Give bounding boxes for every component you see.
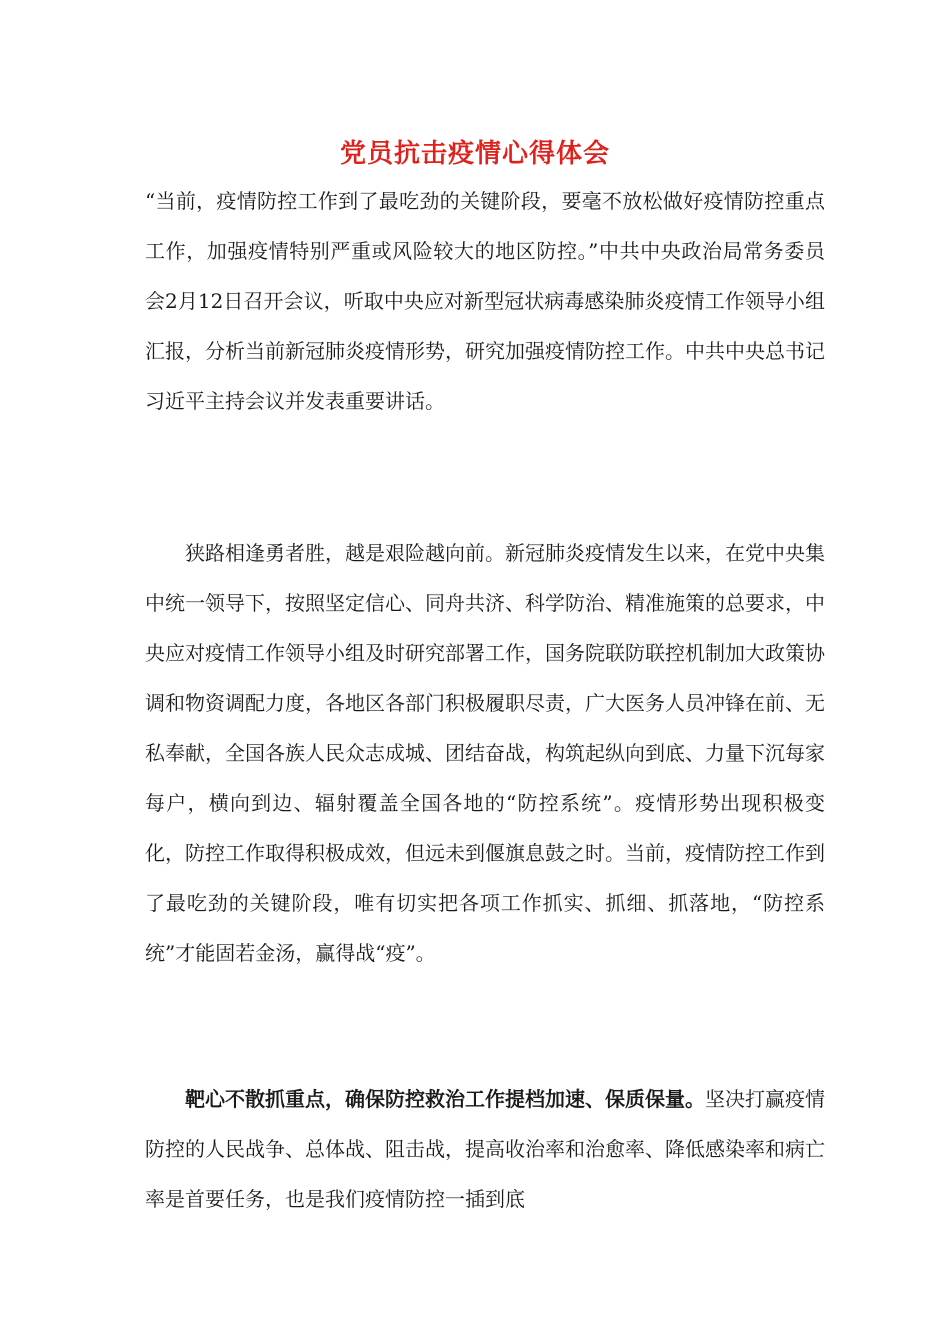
document-title: 党员抗击疫情心得体会	[339, 139, 610, 169]
paragraph-1: “当前，疫情防控工作到了最吃劲的关键阶段，要毫不放松做好疫情防控重点工作，加强疫情特别严重或风险较大的地区防控。”中共中央政治局常务委员会2月12日召开会议，听取中央应对新型冠状病毒感染肺炎疫情工作领导小组汇报，分析当前新冠肺炎疫情形势，研究加强疫情防控工作。中共中央总书记习近平主持会议并发表重要讲话。	[145, 189, 825, 413]
paragraph-3-bold-lead: 靶心不散抓重点，确保防控救治工作提档加速、保质保量。	[185, 1087, 705, 1111]
paragraph-2: 狭路相逢勇者胜，越是艰险越向前。新冠肺炎疫情发生以来，在党中央集中统一领导下，按照坚定信心、同舟共济、科学防治、精准施策的总要求，中央应对疫情工作领导小组及时研究部署工作，国务院联防联控机制加大政策协调和物资调配力度，各地区各部门积极履职尽责，广大医务人员冲锋在前、无私奉献，全国各族人民众志成城、团结奋战，构筑起纵向到底、力量下沉每家每户，横向到边、辐射覆盖全国各地的“防控系统”。疫情形势出现积极变化，防控工作取得积极成效，但远未到偃旗息鼓之时。当前，疫情防控工作到了最吃劲的关键阶段，唯有切实把各项工作抓实、抓细、抓落地，“防控系统”才能固若金汤，赢得战“疫”。	[145, 541, 825, 965]
paragraph-3	[145, 1074, 825, 1224]
paragraph-3-text: 坚决打赢疫情防控的人民战争、总体战、阻击战，提高收治率和治愈率、降低感染率和病亡率是首要任务，也是我们疫情防控一插到底	[145, 1087, 825, 1211]
